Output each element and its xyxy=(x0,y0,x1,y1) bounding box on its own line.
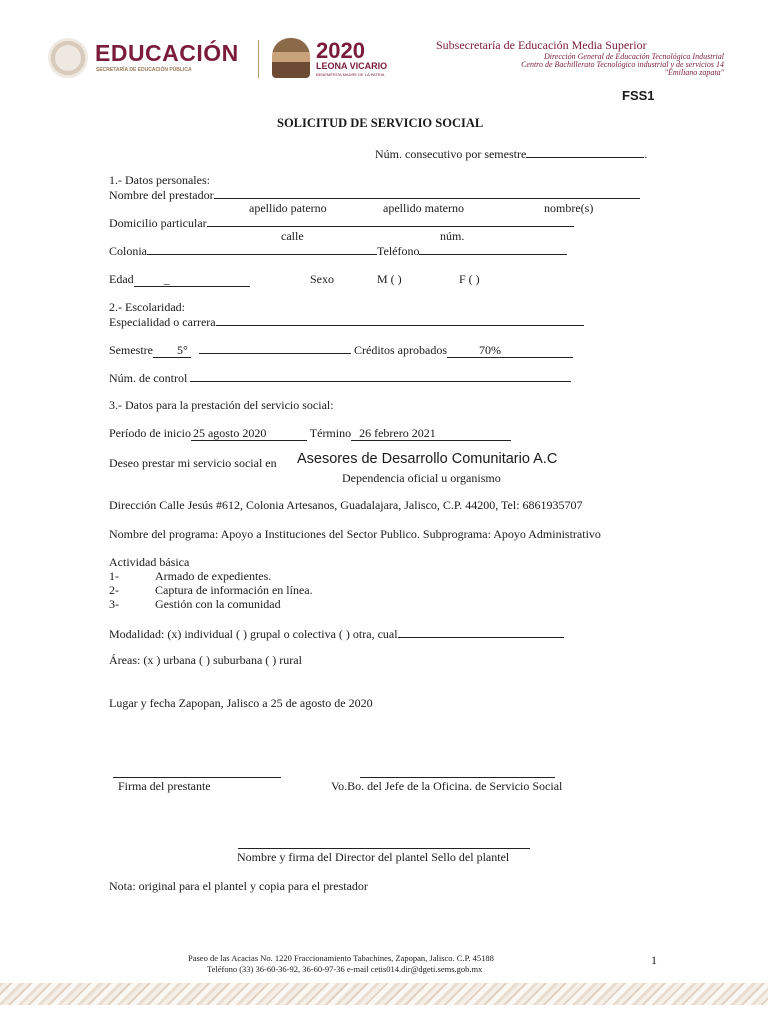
firma-prestante-line[interactable] xyxy=(113,777,281,778)
periodo-value: 25 agosto 2020 xyxy=(192,426,267,440)
programa-text: Nombre del programa: Apoyo a Instituciones del Sector Publico. Subprograma: Apoyo Administrativo xyxy=(109,527,601,541)
edad-value: _ xyxy=(163,272,170,286)
colonia-row xyxy=(109,243,567,259)
especialidad-label: Especialidad o carrera xyxy=(109,315,216,329)
sexo-label: Sexo xyxy=(310,272,334,286)
vobo-label: Vo.Bo. del Jefe de la Oficina. de Servicio Social xyxy=(331,779,563,793)
colonia-field[interactable] xyxy=(147,243,377,255)
nombre-label: Nombre del prestador xyxy=(109,188,214,202)
actividad-1-text: Armado de expedientes. xyxy=(155,569,272,583)
consecutivo-field[interactable] xyxy=(526,146,644,158)
control-label: Núm. de control xyxy=(109,371,188,385)
actividad-1-num: 1- xyxy=(109,569,119,583)
telefono-label: Teléfono xyxy=(377,244,420,258)
footer-contact: Teléfono (33) 36-60-36-92, 36-60-97-36 e-mail cetis014.dir@dgeti.sems.gob.mx xyxy=(207,964,483,974)
subsecretaria-text: Subsecretaría de Educación Media Superior xyxy=(436,38,647,52)
domicilio-row xyxy=(109,215,574,231)
director-signature-line[interactable] xyxy=(238,848,530,849)
leona-vicario-caption: BENEMÉRITA MADRE DE LA PATRIA xyxy=(316,72,385,77)
termino-value: 26 febrero 2021 xyxy=(359,426,436,440)
footer-decorative-pattern xyxy=(0,983,768,1005)
sexo-f-option[interactable]: F ( ) xyxy=(459,272,480,286)
num-caption: núm. xyxy=(440,229,465,243)
actividad-3-num: 3- xyxy=(109,597,119,611)
apellido-materno-caption: apellido materno xyxy=(383,201,464,215)
nota-text: Nota: original para el plantel y copia para el prestador xyxy=(109,879,368,893)
header-line-3: "Emiliano zapata" xyxy=(664,68,724,77)
actividad-2-num: 2- xyxy=(109,583,119,597)
semestre-label: Semestre xyxy=(109,343,153,357)
creditos-label: Créditos aprobados xyxy=(354,343,447,357)
page-number: 1 xyxy=(651,953,657,967)
edad-field[interactable] xyxy=(134,273,250,287)
periodo-label: Período de inicio xyxy=(109,426,191,440)
year-2020-text: 2020 xyxy=(316,38,365,63)
actividad-2-text: Captura de información en línea. xyxy=(155,583,313,597)
calle-caption: calle xyxy=(281,229,304,243)
sexo-m-option[interactable]: M ( ) xyxy=(377,272,402,286)
nombre-field[interactable] xyxy=(214,187,640,199)
actividad-label: Actividad básica xyxy=(109,555,190,569)
consecutivo-label: Núm. consecutivo por semestre xyxy=(375,147,527,161)
header-line-1: Dirección General de Educación Tecnológica Industrial xyxy=(543,52,724,61)
semestre-value: 5° xyxy=(177,343,188,357)
creditos-value: 70% xyxy=(478,343,501,357)
leona-vicario-text: LEONA VICARIO xyxy=(316,61,388,71)
control-row xyxy=(109,370,571,386)
modalidad-text: Modalidad: (x) individual ( ) grupal o colectiva ( ) otra, cual xyxy=(109,627,398,641)
leona-vicario-portrait xyxy=(272,38,310,78)
apellido-paterno-caption: apellido paterno xyxy=(249,201,327,215)
periodo-field[interactable] xyxy=(191,427,307,441)
areas-text: Áreas: (x ) urbana ( ) suburbana ( ) rural xyxy=(109,653,302,667)
direccion-text: Dirección Calle Jesús #612, Colonia Artesanos, Guadalajara, Jalisco, C.P. 44200, Tel: 6861935707 xyxy=(109,498,583,512)
periodo-row xyxy=(109,426,511,441)
header-line-2: Centro de Bachillerato Tecnológico industrial y de servicios 14 xyxy=(521,60,724,69)
form-code: FSS1 xyxy=(622,88,655,103)
nombres-caption: nombre(s) xyxy=(544,201,594,215)
vobo-signature-line[interactable] xyxy=(360,777,555,778)
domicilio-field[interactable] xyxy=(207,215,574,227)
section-1-heading: 1.- Datos personales: xyxy=(109,173,210,187)
termino-label: Término xyxy=(309,426,352,440)
section-3-heading: 3.- Datos para la prestación del servicio social: xyxy=(109,398,334,412)
colonia-label: Colonia xyxy=(109,244,147,258)
director-label: Nombre y firma del Director del plantel Sello del plantel xyxy=(237,850,510,864)
semestre-field[interactable] xyxy=(153,344,191,358)
edad-row xyxy=(109,272,250,287)
form-title: SOLICITUD DE SERVICIO SOCIAL xyxy=(277,116,484,130)
dependencia-caption: Dependencia oficial u organismo xyxy=(342,471,501,485)
telefono-field[interactable] xyxy=(419,243,567,255)
especialidad-row xyxy=(109,314,584,330)
lugar-fecha-text: Lugar y fecha Zapopan, Jalisco a 25 de agosto de 2020 xyxy=(109,696,373,710)
sep-emblem xyxy=(48,38,88,78)
education-logo-text: EDUCACIÓN xyxy=(95,40,239,66)
control-field[interactable] xyxy=(190,370,571,382)
deseo-label: Deseo prestar mi servicio social en xyxy=(109,456,277,470)
termino-field[interactable] xyxy=(351,427,511,441)
section-2-heading: 2.- Escolaridad: xyxy=(109,300,185,314)
actividad-3-text: Gestión con la comunidad xyxy=(155,597,281,611)
consecutivo-row: Núm. consecutivo por semestre . xyxy=(375,147,648,161)
semestre-blank xyxy=(199,342,351,354)
firma-prestante-label: Firma del prestante xyxy=(118,779,211,793)
dependencia-value[interactable]: Asesores de Desarrollo Comunitario A.C xyxy=(297,451,558,467)
modalidad-otra-field[interactable] xyxy=(398,626,564,638)
footer-address: Paseo de las Acacias No. 1220 Fraccionamiento Tabachines, Zapopan, Jalisco. C.P. 45188 xyxy=(188,953,494,963)
edad-label: Edad xyxy=(109,272,134,286)
education-logo-subtext: SECRETARÍA DE EDUCACIÓN PÚBLICA xyxy=(96,67,192,73)
modalidad-row xyxy=(109,626,564,642)
especialidad-field[interactable] xyxy=(216,314,584,326)
domicilio-label: Domicilio particular xyxy=(109,216,207,230)
semestre-row xyxy=(109,342,573,358)
creditos-field[interactable] xyxy=(447,344,573,358)
header-divider xyxy=(258,40,259,78)
